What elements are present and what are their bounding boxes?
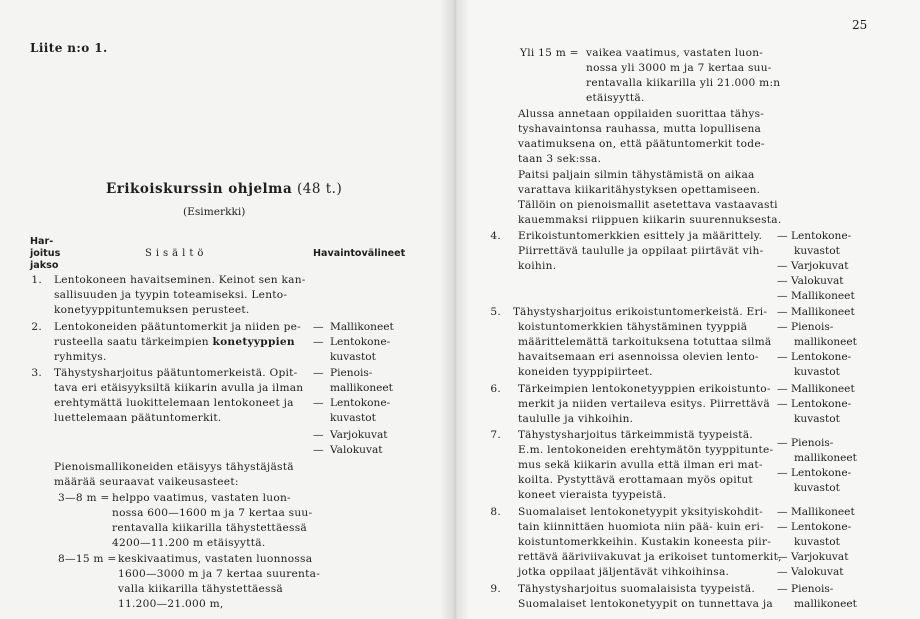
item-text-line: Tärkeimpien lentokonetyyppien erikoistunto- — [518, 383, 771, 395]
paragraph-line: kauemmaksi riippuen kiikarin suurennuksesta. — [518, 214, 782, 226]
item-number: 9. — [490, 583, 501, 595]
item-text-line: koistuntomerkkeihin. Kustakin koneesta piir- — [518, 536, 772, 548]
aid-dash: — — [313, 367, 324, 379]
aid-item: Lentokone- — [330, 336, 391, 348]
distance-text-line: etäisyyttä. — [586, 92, 645, 104]
aid-item: — Valokuvat — [777, 275, 844, 287]
distance-text-line: nossa yli 3000 m ja 7 kertaa suu- — [586, 62, 772, 74]
item-text-line: tain kiinnittäen huomiota niin pää- kuin eri- — [518, 521, 764, 533]
item-text-line: Tähystysharjoitus tärkeimmistä tyypeistä. — [518, 429, 753, 441]
item-text-line — [54, 335, 295, 350]
distance-text-line: valla kiikarilla tähystettäessä — [118, 583, 283, 595]
aid-item: kuvastot — [330, 351, 376, 363]
item-text-line: luettelemaan päätuntomerkit. — [54, 412, 222, 424]
aid-dash: — — [313, 321, 324, 333]
item-text-line: E.m. lentokoneiden erehtymätön tyyppitunte- — [518, 444, 774, 456]
aid-item: mallikoneet — [330, 382, 393, 394]
item-text-line: sallisuuden ja tyypin toteamiseksi. Lento- — [54, 289, 288, 301]
item-number: 5. — [490, 306, 501, 318]
item-text-line: Suomalaiset lentokonetyypit on tunnettava ja — [518, 598, 773, 610]
aid-item: Mallikoneet — [330, 321, 394, 333]
item-text-line: Tähystysharjoitus päätuntomerkeistä. Opit- — [54, 367, 298, 379]
item-number: 3. — [31, 367, 42, 379]
distance-text-line: keskivaatimus, vastaten luonnossa — [118, 553, 313, 565]
item-text-line: Tähystysharjoitus erikoistuntomerkeistä. Eri- — [513, 306, 768, 318]
header-aids: Havaintovälineet — [313, 248, 406, 259]
item-text-line: merkit ja niiden vertaileva esitys. Piirrettävä — [518, 398, 770, 410]
item-number: 6. — [490, 383, 501, 395]
item-text-line: Lentokoneiden päätuntomerkit ja niiden pe- — [54, 321, 301, 333]
distance-text-line: 4200—11.200 m etäisyyttä. — [112, 537, 266, 549]
header-session-line-3: jakso — [30, 260, 59, 271]
aid-item: kuvastot — [794, 245, 840, 257]
aid-item: — Lentokone- — [777, 398, 852, 410]
program-subtitle: (Esimerkki) — [183, 206, 246, 218]
aid-item: — Varjokuvat — [777, 260, 849, 272]
aid-item: — Mallikoneet — [777, 290, 855, 302]
distance-text-line: rentavalla kiikarilla yli 21.000 m:n — [586, 77, 781, 89]
aid-item: — Pienois- — [777, 321, 834, 333]
aid-item: kuvastot — [794, 536, 840, 548]
item-text-line: havaitsemaan eri asennoissa olevien lento- — [518, 351, 759, 363]
distance-range: 3—8 m = — [58, 492, 110, 504]
item-text-line: koihin. — [518, 260, 557, 272]
aid-item: Lentokone- — [330, 397, 391, 409]
aid-item: kuvastot — [330, 412, 376, 424]
item-text-line: Suomalaiset lentokonetyypit yksityiskohdit- — [518, 506, 763, 518]
page-number: 25 — [852, 18, 868, 32]
distance-text-line: 1600—3000 m ja 7 kertaa suurenta- — [118, 568, 321, 580]
aid-item: — Varjokuvat — [777, 551, 849, 563]
aid-item: Valokuvat — [330, 444, 383, 456]
item-text-line: konetyyppituntemuksen perusteet. — [54, 304, 250, 316]
aid-item: — Pienois- — [777, 437, 834, 449]
aid-item: — Lentokone- — [777, 230, 852, 242]
book-gutter-shadow — [440, 0, 470, 619]
distance-text-line: 11.200—21.000 m, — [118, 598, 224, 610]
item-text-line: mus sekä kiikarin avulla että ilman eri mat- — [518, 459, 763, 471]
header-session-line-1: Har- — [30, 236, 54, 247]
program-title — [106, 181, 342, 197]
item-text-line: koneiden tyyppipiirteet. — [518, 366, 653, 378]
item-number: 1. — [31, 274, 42, 286]
aid-item: — Mallikoneet — [777, 506, 855, 518]
title-hours: (48 t.) — [297, 181, 343, 197]
item-text-line: taululle ja vihkoihin. — [518, 413, 634, 425]
right-page — [455, 0, 920, 619]
distance-range: 8—15 m = — [58, 553, 117, 565]
aid-item: — Lentokone- — [777, 521, 852, 533]
item-number: 2. — [31, 321, 42, 333]
aid-dash: — — [313, 429, 324, 441]
aid-dash: — — [313, 444, 324, 456]
aid-item: — Valokuvat — [777, 566, 844, 578]
item-text-line: Erikoistuntomerkkien esittely ja määrittely. — [518, 230, 763, 242]
aid-item: — Mallikoneet — [777, 306, 855, 318]
paragraph-line: Alussa annetaan oppilaiden suorittaa tähys- — [518, 108, 765, 120]
aid-item: — Pienois- — [777, 583, 834, 595]
paragraph-line: tyshavaintonsa rauhassa, mutta lopullisena — [518, 123, 762, 135]
aid-item: kuvastot — [794, 413, 840, 425]
distance-intro-line: määrää seuraavat vaikeusasteet: — [54, 476, 239, 488]
paragraph-line: taan 3 sek:ssa. — [518, 153, 602, 165]
item-text-line: Piirrettävä taululle ja oppilaat piirtävät vih- — [518, 245, 764, 257]
aid-item: kuvastot — [794, 482, 840, 494]
appendix-label: Liite n:o 1. — [30, 41, 108, 55]
distance-text-line: helppo vaatimus, vastaten luon- — [112, 492, 291, 504]
aid-item: mallikoneet — [794, 452, 857, 464]
item-text-line: koilta. Pystyttävä erottamaan myös opitut — [518, 474, 753, 486]
aid-item: — Lentokone- — [777, 467, 852, 479]
paragraph-line: vaatimuksena on, että päätuntomerkit tode- — [518, 138, 765, 150]
item-text-line: Lentokoneen havaitseminen. Keinot sen kan- — [54, 274, 306, 286]
aid-dash: — — [313, 397, 324, 409]
paragraph-line: varattava kiikaritähystyksen opettamiseen. — [518, 184, 761, 196]
aid-item: mallikoneet — [794, 336, 857, 348]
aid-item: Varjokuvat — [330, 429, 388, 441]
item-text-line: määrittelemättä tarkoituksena totuttaa silmä — [518, 336, 772, 348]
item-number: 7. — [490, 429, 501, 441]
distance-intro-line: Pienoismallikoneiden etäisyys tähystäjästä — [54, 461, 294, 473]
paragraph-line: Paitsi paljain silmin tähystämistä on aikaa — [518, 169, 755, 181]
item-number: 8. — [490, 506, 501, 518]
header-content: Sisältö — [145, 248, 208, 259]
item-text-line: tava eri etäisyyksiltä kiikarin avulla ja ilman — [54, 382, 304, 394]
aid-item: mallikoneet — [794, 598, 857, 610]
distance-range: Yli 15 m = — [520, 47, 579, 59]
item-number: 4. — [490, 230, 501, 242]
left-page — [0, 0, 455, 619]
item-text-part: rusteella saatu tärkeimpien — [54, 336, 213, 348]
item-text-line: koneet vieraista tyypeistä. — [518, 489, 667, 501]
item-text-line: rettävä ääriviivakuvat ja erikoiset tuntomerkit, — [518, 551, 782, 563]
title-main: Erikoiskurssin ohjelma — [106, 181, 293, 197]
aid-item: — Mallikoneet — [777, 383, 855, 395]
distance-text-line: vaikea vaatimus, vastaten luon- — [586, 47, 764, 59]
item-text-line: Tähystysharjoitus suomalaisista tyypeistä. — [518, 583, 755, 595]
header-session-line-2: joitus — [30, 248, 61, 259]
aid-item: Pienois- — [330, 367, 373, 379]
item-text-line: erehtymättä luokittelemaan lentokoneet ja — [54, 397, 294, 409]
aid-item: kuvastot — [794, 366, 840, 378]
item-text-line: koistuntomerkkien tähystäminen tyyppiä — [518, 321, 748, 333]
item-text-line: ryhmitys. — [54, 351, 107, 363]
paragraph-line: Tällöin on pienoismallit asetettava vastaavasti — [518, 199, 778, 211]
distance-text-line: nossa 600—1600 m ja 7 kertaa suu- — [112, 507, 313, 519]
aid-item: — Lentokone- — [777, 351, 852, 363]
aid-dash: — — [313, 336, 324, 348]
item-text-line: jotka oppilaat jäljentävät vihkoihinsa. — [518, 566, 730, 578]
item-bold-word: konetyyppien — [212, 336, 295, 348]
distance-text-line: rentavalla kiikarilla tähystettäessä — [112, 522, 307, 534]
